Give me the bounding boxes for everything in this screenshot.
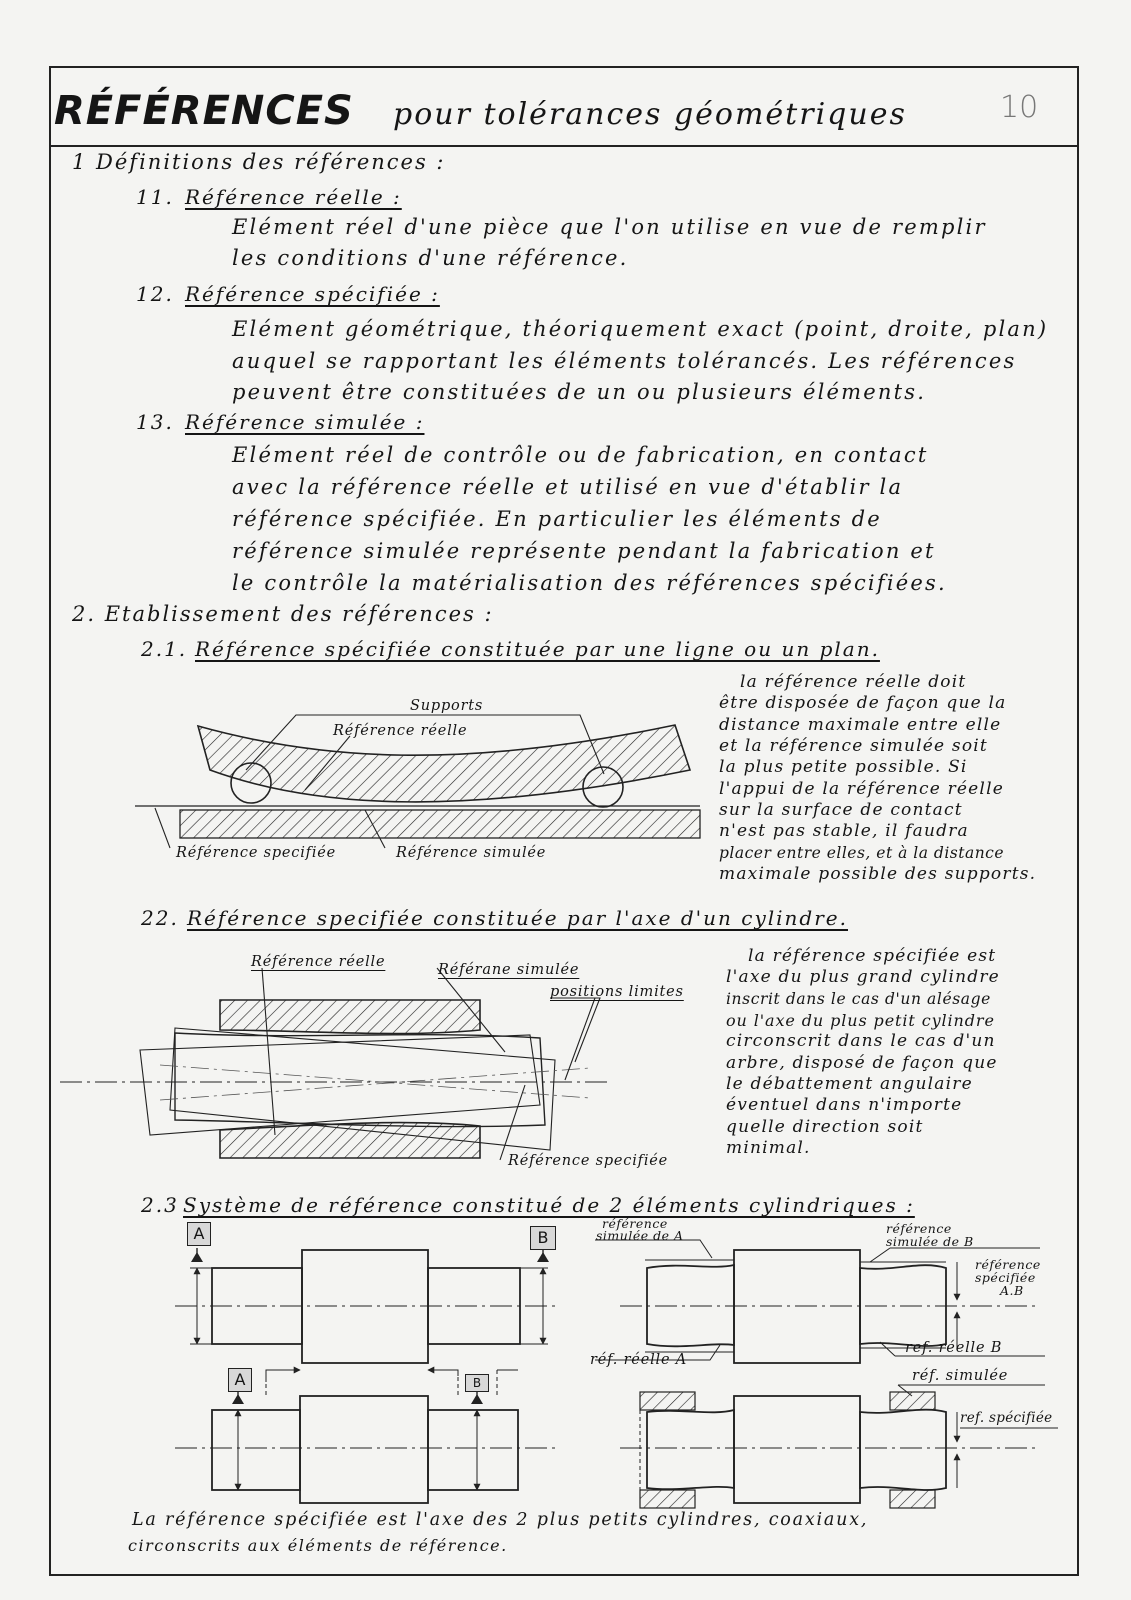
s21-note-1: la référence réelle doit [740,672,967,692]
datum-a-box-2: A [228,1368,252,1392]
page-number: 10 [1000,90,1039,125]
s23-sim-b-line-1: référence [886,1221,952,1236]
s22-note-5: circonscrit dans le cas d'un [726,1031,996,1051]
s12-line-2: auquel se rapportant les éléments tolérancés. Les références [232,349,1017,373]
s21-note-4: et la référence simulée soit [719,736,988,756]
s21-note-2: être disposée de façon que la [719,693,1007,713]
s21-label-reelle: Référence réelle [333,723,468,739]
section-1-heading: 1 Définitions des références : [72,150,446,174]
s13-line-3: référence spécifiée. En particulier les éléments de [232,507,882,531]
s22-label-reelle: Référence réelle [251,954,386,970]
s22-note-7: le débattement angulaire [726,1074,973,1094]
s23-spec-ab-line-2: spécifiée [975,1270,1036,1285]
s13-line-5: le contrôle la matérialisation des références spécifiées. [232,571,947,595]
s23-spec-ab-line-3: A.B [1000,1283,1024,1298]
s13-number: 13. [136,410,174,434]
s13-line-1: Elément réel de contrôle ou de fabrication, en contact [232,443,929,467]
s23-sim-a-line-1: référence [602,1216,668,1231]
s12-number: 12. [136,282,174,306]
s21-label-supports: Supports [410,698,484,714]
footer-line-1: La référence spécifiée est l'axe des 2 plus petits cylindres, coaxiaux, [132,1510,869,1530]
s23-number: 2.3 [141,1193,179,1217]
s11-heading: Référence réelle : [185,185,402,209]
s21-label-specifiee: Référence specifiée [176,845,337,861]
s21-note-9: placer entre elles, et à la distance [719,844,1005,862]
s21-note-5: la plus petite possible. Si [719,757,968,777]
s21-note-7: sur la surface de contact [719,800,963,820]
s22-note-8: éventuel dans n'importe [726,1095,963,1115]
s21-label-simulee: Référence simulée [396,845,547,861]
s23-sim-a-line-2: simulée de A [596,1228,684,1243]
datum-b-box-2: B [465,1374,489,1392]
datum-b-box-1: B [530,1226,556,1250]
s22-note-1: la référence spécifiée est [748,946,997,966]
s21-heading: Référence spécifiée constituée par une ligne ou un plan. [195,637,880,661]
s21-note-6: l'appui de la référence réelle [719,779,1004,799]
s22-label-specifiee: Référence specifiée [508,1153,669,1169]
s12-line-1: Elément géométrique, théoriquement exact (point, droite, plan) [232,317,1049,341]
s12-line-3: peuvent être constituées de un ou plusieurs éléments. [232,380,927,404]
s22-note-2: l'axe du plus grand cylindre [726,967,1000,987]
s23-reelle-a: réf. réelle A [590,1352,688,1368]
s23-sim-b-line-2: simulée de B [886,1234,974,1249]
s22-label-positions: positions limites [550,984,684,1000]
s22-note-6: arbre, disposé de façon que [726,1053,998,1073]
s13-heading: Référence simulée : [185,410,425,434]
s22-note-4: ou l'axe du plus petit cylindre [726,1011,995,1030]
s21-note-8: n'est pas stable, il faudra [719,821,969,841]
datum-a-box-1: A [187,1222,211,1246]
s23-heading: Système de référence constitué de 2 éléments cylindriques : [183,1193,915,1217]
s22-note-10: minimal. [726,1138,811,1158]
s22-note-9: quelle direction soit [726,1117,924,1137]
s21-number: 2.1. [141,637,188,661]
s23-spec-ab-line-1: référence [975,1257,1041,1272]
s21-note-10: maximale possible des supports. [719,864,1037,884]
section-2-heading: 2. Etablissement des références : [72,602,494,626]
s13-line-4: référence simulée représente pendant la fabrication et [232,539,936,563]
s11-number: 11. [136,185,174,209]
page-subtitle: pour tolérances géométriques [393,97,907,132]
s13-line-2: avec la référence réelle et utilisé en vue d'établir la [232,475,904,499]
s22-note-3: inscrit dans le cas d'un alésage [726,990,991,1008]
s23-reelle-b: ref. réelle B [905,1340,1003,1356]
s23-simulee: réf. simulée [912,1368,1009,1384]
page-title: RÉFÉRENCES [54,88,354,134]
s12-heading: Référence spécifiée : [185,282,440,306]
s11-line-1: Elément réel d'une pièce que l'on utilise en vue de remplir [232,215,987,239]
s11-line-2: les conditions d'une référence. [232,246,629,270]
s22-label-simulee: Référane simulée [438,962,580,978]
footer-line-2: circonscrits aux éléments de référence. [128,1536,508,1555]
s22-number: 22. [141,906,179,930]
s22-heading: Référence specifiée constituée par l'axe d'un cylindre. [187,906,848,930]
s23-specifiee: ref. spécifiée [960,1410,1053,1426]
s21-note-3: distance maximale entre elle [719,715,1002,735]
